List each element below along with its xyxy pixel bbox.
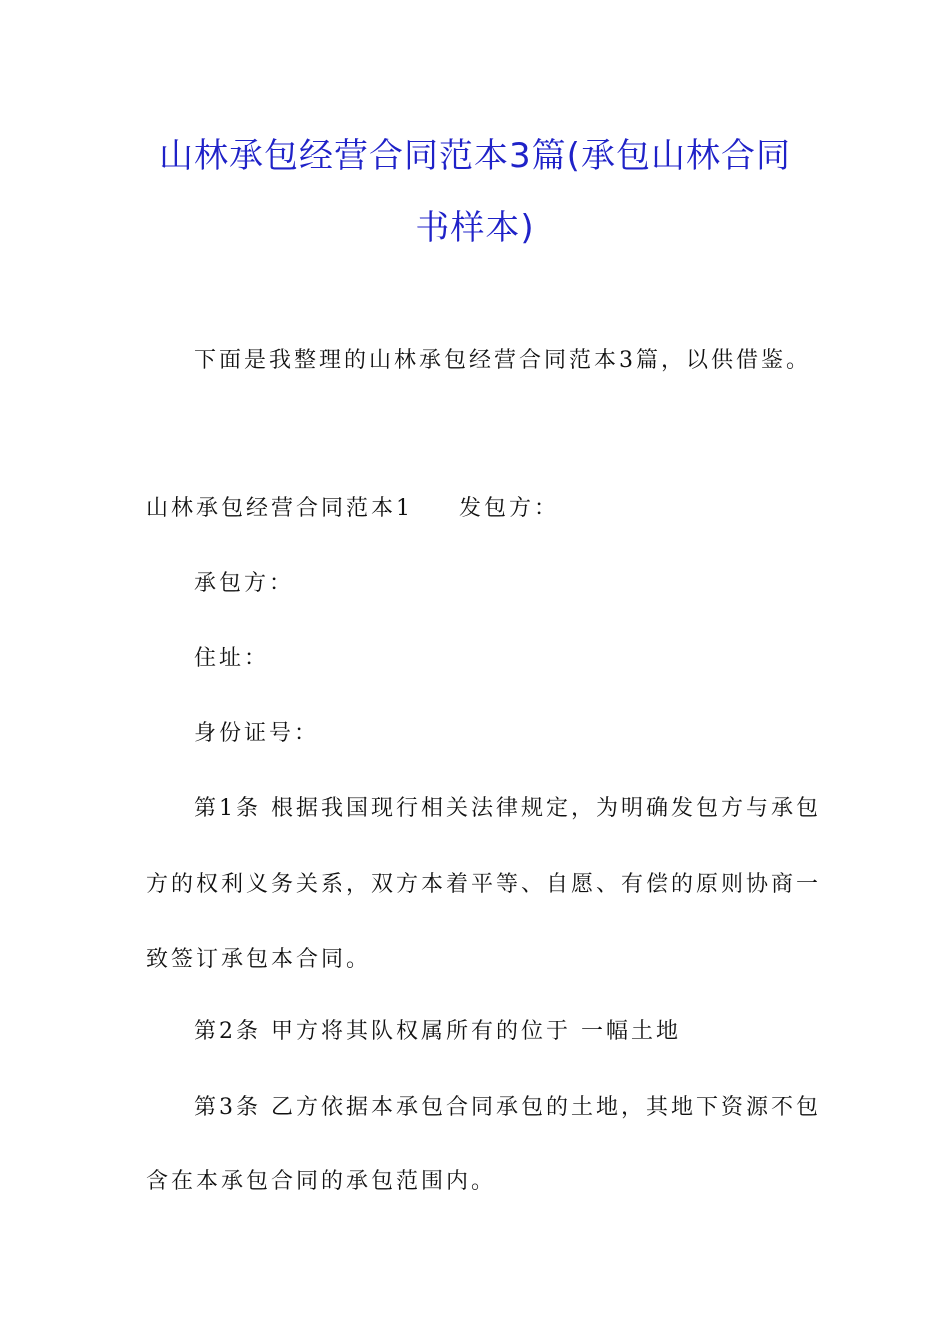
document-title-line-1: 山林承包经营合同范本3篇(承包山林合同 — [159, 136, 791, 176]
section-heading: 山林承包经营合同范本1 — [146, 496, 413, 521]
article-1-line-1: 第1条 根据我国现行相关法律规定，为明确发包方与承包 — [194, 796, 821, 821]
party-a-label: 发包方： — [459, 496, 560, 521]
address-label: 住址： — [194, 646, 270, 671]
party-b-label: 承包方： — [194, 571, 295, 596]
id-number-label: 身份证号： — [194, 721, 320, 746]
article-3-line-2: 含在本承包合同的承包范围内。 — [146, 1169, 497, 1194]
section-heading-line — [146, 494, 559, 524]
article-1-line-2: 方的权利义务关系，双方本着平等、自愿、有偿的原则协商一 — [146, 872, 822, 897]
article-3-line-1: 第3条 乙方依据本承包合同承包的土地，其地下资源不包 — [194, 1095, 821, 1120]
document-title-line-2: 书样本) — [415, 208, 535, 248]
intro-paragraph: 下面是我整理的山林承包经营合同范本3篇，以供借鉴。 — [194, 348, 811, 373]
article-2: 第2条 甲方将其队权属所有的位于 一幅土地 — [194, 1019, 681, 1044]
article-1-line-3: 致签订承包本合同。 — [146, 947, 372, 972]
